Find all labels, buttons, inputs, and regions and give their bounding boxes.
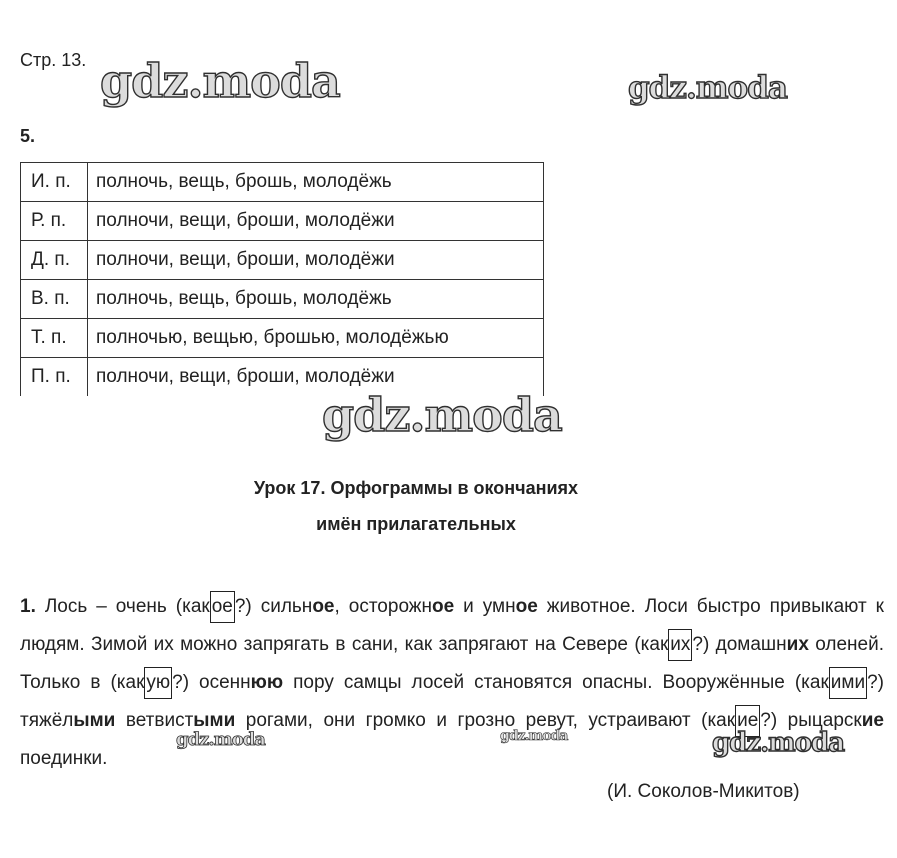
table-row <box>21 241 544 280</box>
case-label: В. п. <box>21 280 88 319</box>
table-row <box>21 202 544 241</box>
table-row <box>21 358 544 397</box>
declension-table <box>20 162 544 396</box>
word-forms: полночь, вещь, брошь, молодёжь <box>88 163 544 202</box>
watermark: gdz.moda <box>712 728 845 758</box>
table-row <box>21 163 544 202</box>
word-forms: полночи, вещи, броши, молодёжи <box>88 202 544 241</box>
watermark: gdz.moda <box>322 388 562 442</box>
watermark: gdz.moda <box>500 728 568 744</box>
ending-box: ое <box>210 591 235 623</box>
watermark: gdz.moda <box>100 54 340 108</box>
table-row <box>21 319 544 358</box>
lesson-title-line-2: имён прилагательных <box>316 514 516 534</box>
word-forms: полночи, вещи, броши, молодёжи <box>88 358 544 397</box>
watermark: gdz.moda <box>628 70 787 106</box>
word-forms: полночи, вещи, броши, молодёжи <box>88 241 544 280</box>
word-forms: полночь, вещь, брошь, молодёжь <box>88 280 544 319</box>
case-label: Р. п. <box>21 202 88 241</box>
case-label: Д. п. <box>21 241 88 280</box>
table-row <box>21 280 544 319</box>
exercise-5-number: 5. <box>20 126 36 146</box>
watermark: gdz.moda <box>176 729 265 750</box>
case-label: П. п. <box>21 358 88 397</box>
author-attribution: (И. Соколов-Микитов) <box>607 781 800 802</box>
exercise-1-number: 1. <box>20 596 36 617</box>
case-label: Т. п. <box>21 319 88 358</box>
ending-box: ими <box>829 667 867 699</box>
ending-box: ую <box>144 667 172 699</box>
word-forms: полночью, вещью, брошью, молодёжью <box>88 319 544 358</box>
ending-box: их <box>668 629 692 661</box>
lesson-title-line-1: Урок 17. Орфограммы в окончаниях <box>253 478 579 498</box>
ending-box: ие <box>735 705 760 737</box>
page-reference: Стр. 13. <box>20 50 87 70</box>
case-label: И. п. <box>21 163 88 202</box>
exercise-1-text: 1. Лось – очень (как ое ?) сильное, осторожное и умное животное. Лоси быстро привыкают к людям. Зимой их можно запрягать в сани, как запрягают на Севере (как их ?) домашних оленей. Только в (как ую ?) осеннюю пору самцы лосей становятся опасны. Вооружённые (как ими ?) тяжёлыми ветвистыми рогами, они громко и грозно ревут, устраивают (как ие ?) рыцарские поединки. <box>20 588 884 778</box>
